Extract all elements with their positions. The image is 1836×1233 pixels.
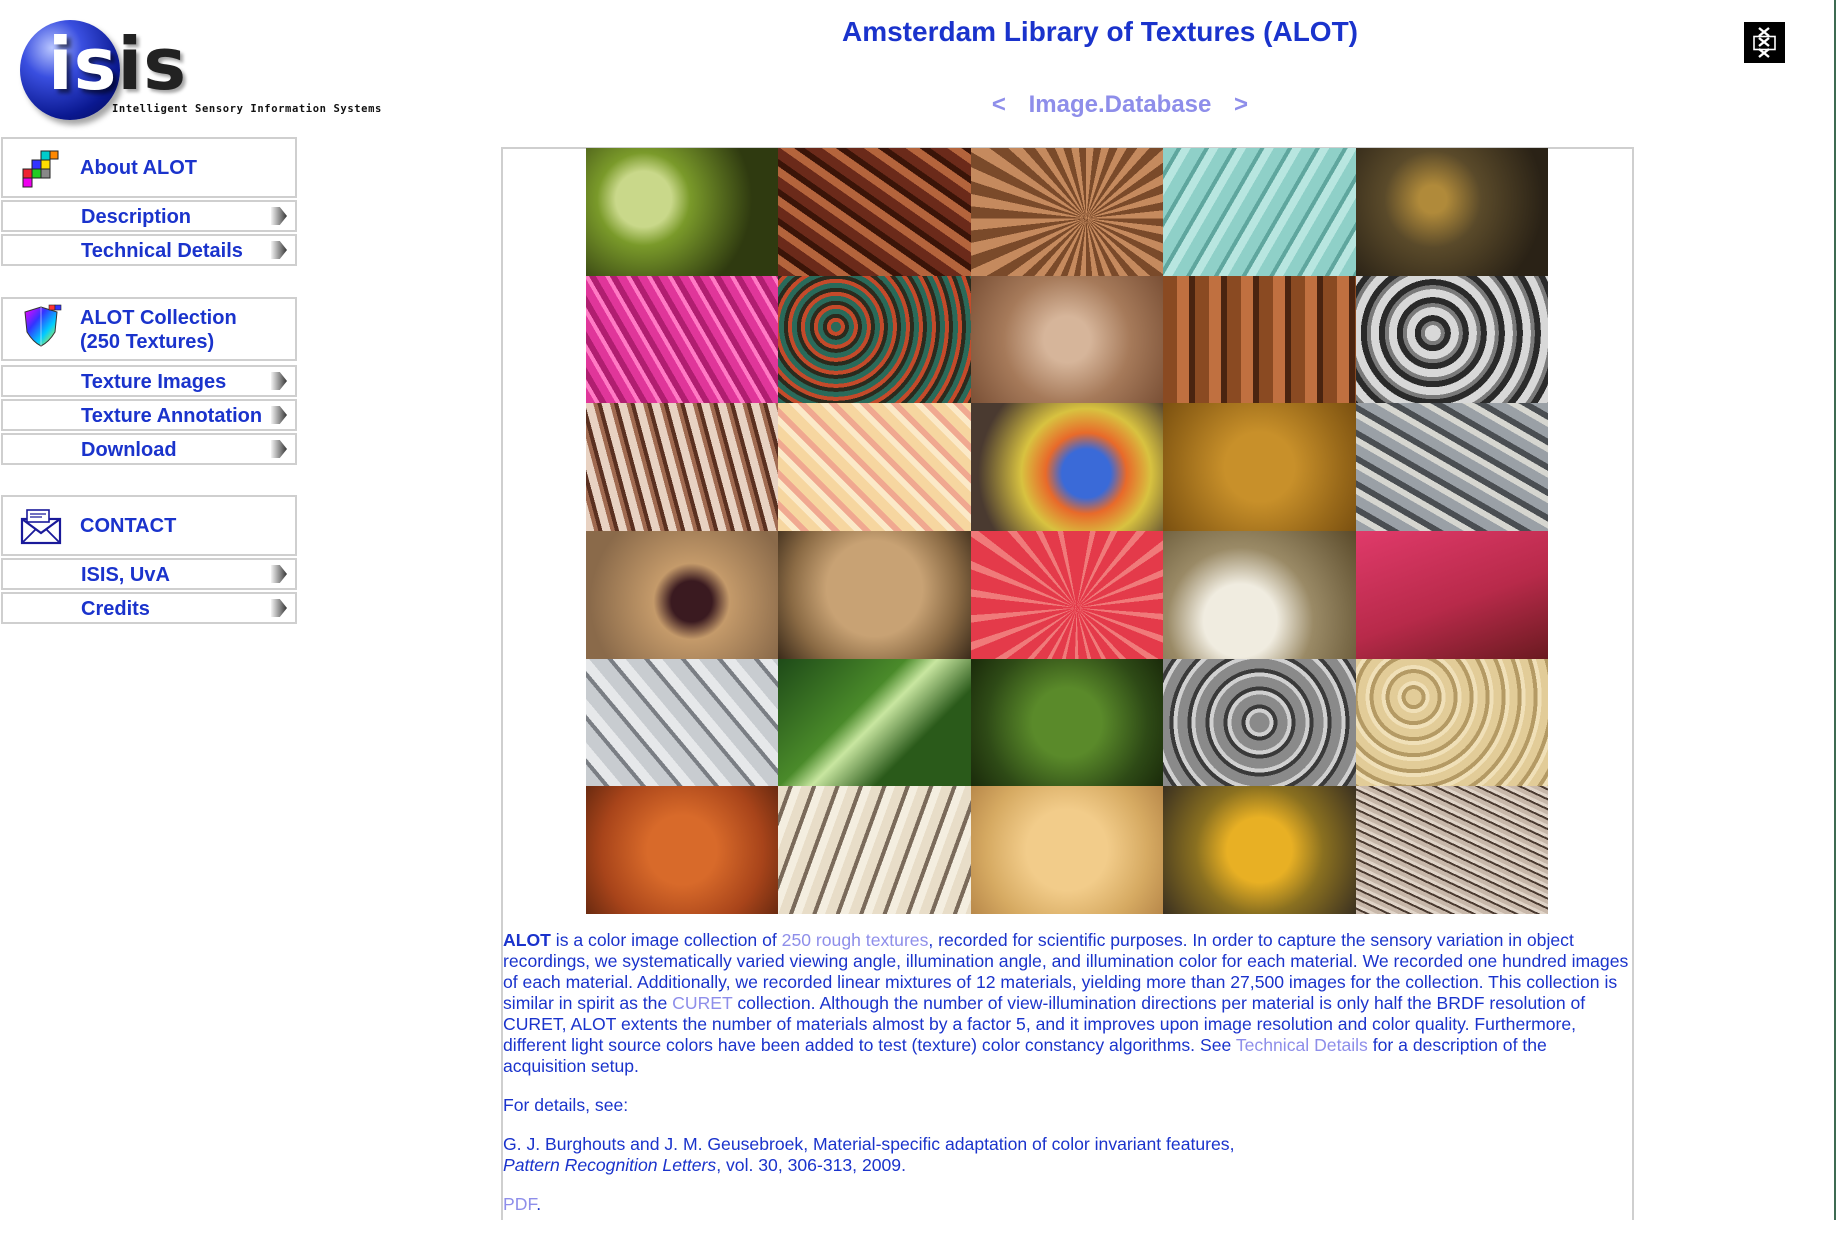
texture-tile-paisley-fabric[interactable]	[778, 276, 970, 404]
texture-tile-cinnamon-sticks[interactable]	[1163, 276, 1355, 404]
texture-tile-rope-fibers[interactable]	[1356, 786, 1548, 914]
alot-name: ALOT	[503, 930, 551, 950]
sidebar-group-about[interactable]	[1, 137, 297, 198]
texture-tile-gray-stones[interactable]	[586, 659, 778, 787]
texture-tile-coins[interactable]	[1163, 659, 1355, 787]
description	[503, 930, 1633, 1233]
sidebar-group-sublabel[interactable]: (250 Textures)	[80, 331, 215, 353]
texture-tile-crumble[interactable]	[971, 786, 1163, 914]
intro-text: collection. Although the number of view-illumination directions per material is only half the BRDF resolution of CURET, ALOT extents the number of materials almost by a factor 5, and it improves upon image resolution and color quality. Furthermore, different light source colors have been added to test (texture) color constancy algorithms. See	[503, 993, 1586, 1055]
sidebar-item-technical-details[interactable]	[1, 234, 297, 266]
citation-authors: G. J. Burghouts and J. M. Geusebroek, Material-specific adaptation of color invariant features,	[503, 1134, 1235, 1154]
texture-tile-seashells[interactable]	[586, 403, 778, 531]
texture-tile-dried-herbs[interactable]	[1356, 148, 1548, 276]
technical-details-link[interactable]: Technical Details	[1235, 1035, 1368, 1055]
texture-tile-grapefruit[interactable]	[971, 531, 1163, 659]
sidebar-group-label[interactable]: CONTACT	[80, 515, 177, 537]
texture-tile-bread-crumb[interactable]	[971, 276, 1163, 404]
mail-envelope-icon	[19, 505, 63, 549]
texture-tile-gear-pattern[interactable]	[1356, 276, 1548, 404]
texture-tile-red-leaf[interactable]	[1356, 531, 1548, 659]
sidebar-item-credits[interactable]	[1, 592, 297, 624]
arrow-right-icon	[271, 440, 287, 458]
arrow-right-icon	[271, 241, 287, 259]
texture-tile-potato[interactable]	[778, 531, 970, 659]
texture-mosaic[interactable]	[586, 148, 1548, 914]
texture-tile-kiwi[interactable]	[586, 148, 778, 276]
rough-textures-link[interactable]: 250 rough textures	[781, 930, 929, 950]
intro-text: is a color image collection of	[550, 930, 782, 950]
sidebar-item-download[interactable]	[1, 433, 297, 465]
sidebar-item-texture-annotation[interactable]	[1, 399, 297, 431]
texture-tile-moss[interactable]	[971, 659, 1163, 787]
sidebar-item-label: Texture Images	[81, 371, 227, 393]
sidebar-group-collection[interactable]	[1, 297, 297, 361]
details-label: For details, see:	[503, 1095, 629, 1115]
texture-tile-oyster-shell[interactable]	[1163, 531, 1355, 659]
pdf-suffix: .	[536, 1194, 542, 1214]
image-database-link[interactable]: Image.Database	[1028, 91, 1212, 118]
logo-tagline: Intelligent Sensory Information Systems	[112, 103, 382, 115]
texture-tile-red-spice-mix[interactable]	[586, 786, 778, 914]
curet-link[interactable]: CURET	[672, 993, 733, 1013]
sidebar-item-label: ISIS, UvA	[81, 564, 170, 586]
arrow-right-icon	[271, 372, 287, 390]
arrow-right-icon	[271, 207, 287, 225]
pdf-link[interactable]: PDF	[503, 1194, 537, 1214]
subnav	[800, 91, 1440, 119]
pdf-line	[503, 1194, 1633, 1215]
sidebar-item-isis-uva[interactable]	[1, 558, 297, 590]
sidebar-item-label: Texture Annotation	[81, 405, 263, 427]
page-title: Amsterdam Library of Textures (ALOT)	[841, 16, 1359, 47]
texture-tile-star-anise[interactable]	[778, 148, 970, 276]
citation-rest: , vol. 30, 306-313, 2009.	[716, 1155, 906, 1175]
sidebar-group-label[interactable]: ALOT Collection	[80, 307, 237, 329]
intro-paragraph	[503, 930, 1633, 1077]
sidebar-item-label: Technical Details	[81, 240, 243, 262]
citation	[503, 1134, 1633, 1176]
texture-tile-cone-shells[interactable]	[778, 786, 970, 914]
intro-text: , recorded for scientific purposes. In order to capture the sensory variation in object recordings, we systematically varied viewing angle, illumination angle, and illumination color for each material. We recorded one hundred images of each material. Additionally, we recorded linear mixtures of 12 materials, yielding more than 27,500 images for the collection. This collection is similar in spirit as the	[503, 930, 1629, 1013]
texture-tile-aqua-pellets[interactable]	[1163, 148, 1355, 276]
prev-link[interactable]: <	[991, 91, 1006, 118]
color-shield-icon	[19, 304, 63, 348]
texture-tile-candy-pieces[interactable]	[778, 403, 970, 531]
sidebar-item-label: Description	[81, 206, 192, 228]
sidebar-group-label[interactable]: About ALOT	[80, 157, 198, 179]
texture-tile-cereal-flakes[interactable]	[586, 531, 778, 659]
arrow-right-icon	[271, 406, 287, 424]
color-cubes-icon	[19, 145, 63, 189]
intro-text: for a description of the acquisition setup.	[503, 1035, 1547, 1076]
sidebar-group-contact[interactable]	[1, 495, 297, 556]
texture-tile-green-leaf[interactable]	[778, 659, 970, 787]
texture-tile-pink-crystals[interactable]	[586, 276, 778, 404]
sidebar-item-label: Download	[81, 439, 177, 461]
texture-tile-soybeans[interactable]	[1356, 659, 1548, 787]
texture-tile-wicker-basket[interactable]	[971, 148, 1163, 276]
uva-crosses-icon	[1744, 22, 1785, 63]
texture-tile-lichen[interactable]	[1163, 786, 1355, 914]
texture-tile-colored-pebbles[interactable]	[971, 403, 1163, 531]
isis-logo[interactable]	[20, 18, 395, 123]
logo-word: isis	[48, 22, 188, 106]
arrow-right-icon	[271, 599, 287, 617]
uva-logo[interactable]	[1744, 22, 1785, 63]
sidebar-item-description[interactable]	[1, 200, 297, 232]
sidebar-item-texture-images[interactable]	[1, 365, 297, 397]
arrow-right-icon	[271, 565, 287, 583]
texture-tile-ground-spice[interactable]	[1163, 403, 1355, 531]
citation-journal: Pattern Recognition Letters	[503, 1155, 717, 1175]
texture-tile-broken-shells[interactable]	[1356, 403, 1548, 531]
sidebar-item-label: Credits	[81, 598, 150, 620]
next-link[interactable]: >	[1234, 91, 1249, 118]
